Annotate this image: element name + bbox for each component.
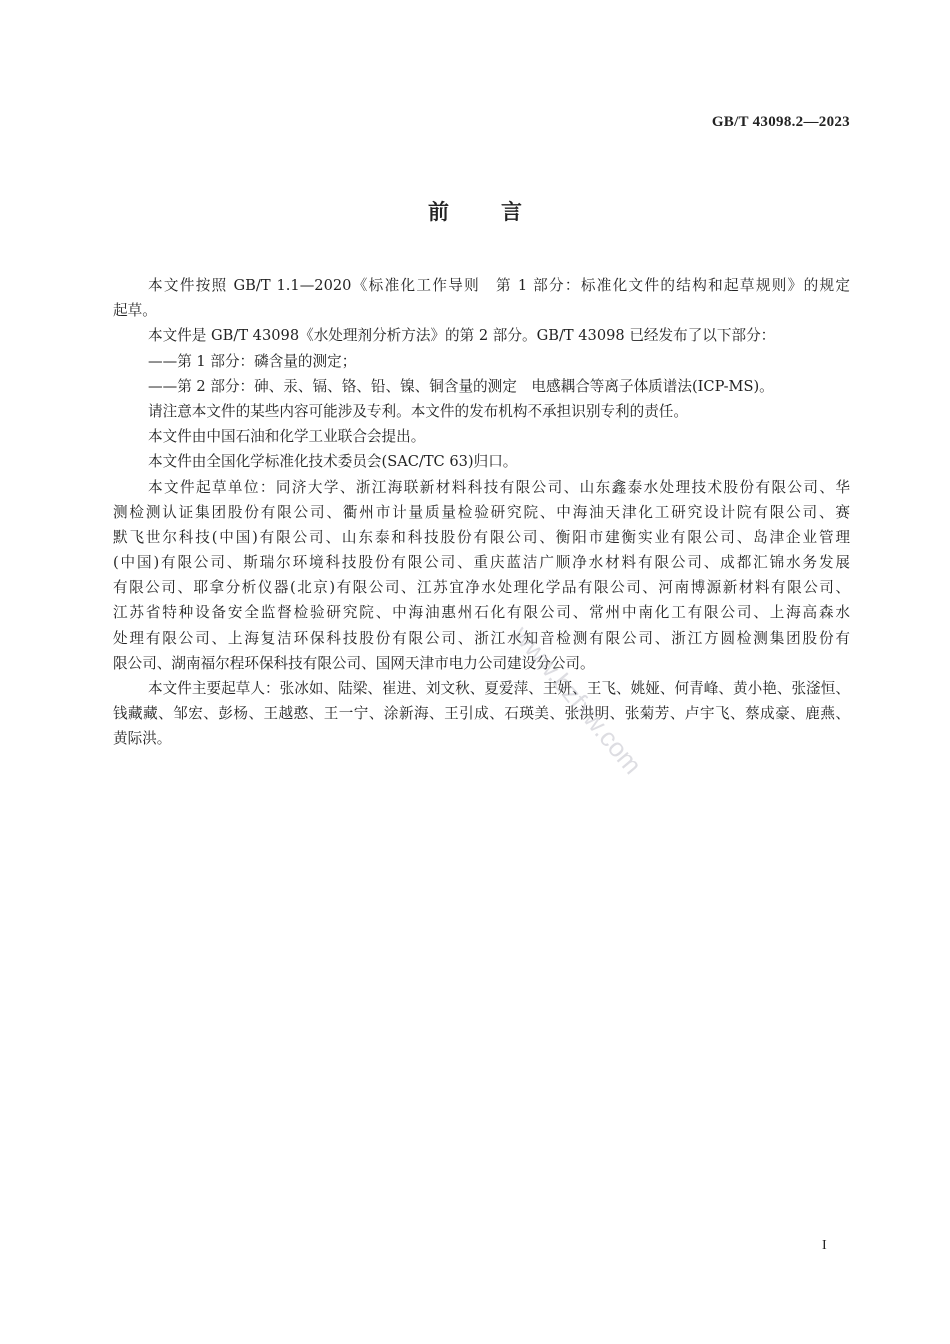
page-number: I xyxy=(822,1238,827,1253)
paragraph-line: 处理有限公司、上海复洁环保科技股份有限公司、浙江水知音检测有限公司、浙江方圆检测集团股份有 xyxy=(113,629,850,647)
page-title: 前言 xyxy=(428,200,574,224)
paragraph-line: 默飞世尔科技(中国)有限公司、山东泰和科技股份有限公司、衡阳市建衡实业有限公司、岛津企业管理 xyxy=(113,528,850,546)
paragraph xyxy=(113,374,850,399)
paragraph xyxy=(113,676,850,752)
paragraph-line: 本文件按照 GB/T 1.1—2020《标准化工作导则 第 1 部分：标准化文件的结构和起草规则》的规定 xyxy=(148,277,850,294)
standard-number: GB/T 43098.2—2023 xyxy=(711,114,850,130)
paragraph-line: 本文件起草单位：同济大学、浙江海联新材料科技有限公司、山东鑫泰水处理技术股份有限公司、华 xyxy=(148,478,850,496)
paragraph xyxy=(113,349,850,374)
paragraph xyxy=(113,399,850,424)
paragraph-line: 有限公司、耶拿分析仪器(北京)有限公司、江苏宜净水处理化学品有限公司、河南博源新材料有限公司、 xyxy=(113,579,850,597)
watermark: www.bzfxw.com xyxy=(507,620,648,780)
document-body xyxy=(113,273,850,752)
paragraph-line: (中国)有限公司、斯瑞尔环境科技股份有限公司、重庆蓝洁广顺净水材料有限公司、成都汇锦水务发展 xyxy=(113,554,850,572)
paragraph xyxy=(113,273,850,323)
paragraph xyxy=(113,323,850,348)
paragraph-line: ——第 1 部分：磷含量的测定； xyxy=(148,352,357,370)
paragraph-line: 本文件由全国化学标准化技术委员会(SAC/TC 63)归口。 xyxy=(148,453,518,471)
paragraph-line: 黄际洪。 xyxy=(113,730,172,748)
paragraph-line: ——第 2 部分：砷、汞、镉、铬、铅、镍、铜含量的测定 电感耦合等离子体质谱法(ICP-MS)。 xyxy=(148,377,774,395)
paragraph-line: 请注意本文件的某些内容可能涉及专利。本文件的发布机构不承担识别专利的责任。 xyxy=(148,402,688,420)
paragraph-line: 江苏省特种设备安全监督检验研究院、中海油惠州石化有限公司、常州中南化工有限公司、上海高森水 xyxy=(113,604,850,622)
paragraph-line: 限公司、湖南福尔程环保科技有限公司、国网天津市电力公司建设分公司。 xyxy=(113,654,595,672)
paragraph xyxy=(113,424,850,449)
paragraph-line: 本文件主要起草人：张冰如、陆梁、崔进、刘文秋、夏爱萍、王妍、王飞、姚娅、何青峰、黄小艳、张滏恒、 xyxy=(148,680,850,697)
paragraph xyxy=(113,475,850,677)
paragraph-line: 钱藏藏、邹宏、彭杨、王越憨、王一宁、涂新海、王引成、石瑛美、张洪明、张菊芳、卢宇飞、蔡成豪、鹿燕、 xyxy=(113,705,850,723)
paragraph-line: 测检测认证集团股份有限公司、衢州市计量质量检验研究院、中海油天津化工研究设计院有限公司、赛 xyxy=(113,503,850,521)
paragraph-line: 本文件是 GB/T 43098《水处理剂分析方法》的第 2 部分。GB/T 43098 已经发布了以下部分： xyxy=(148,327,776,345)
paragraph-line: 起草。 xyxy=(113,302,157,320)
paragraph xyxy=(113,449,850,474)
paragraph-line: 本文件由中国石油和化学工业联合会提出。 xyxy=(148,428,426,446)
